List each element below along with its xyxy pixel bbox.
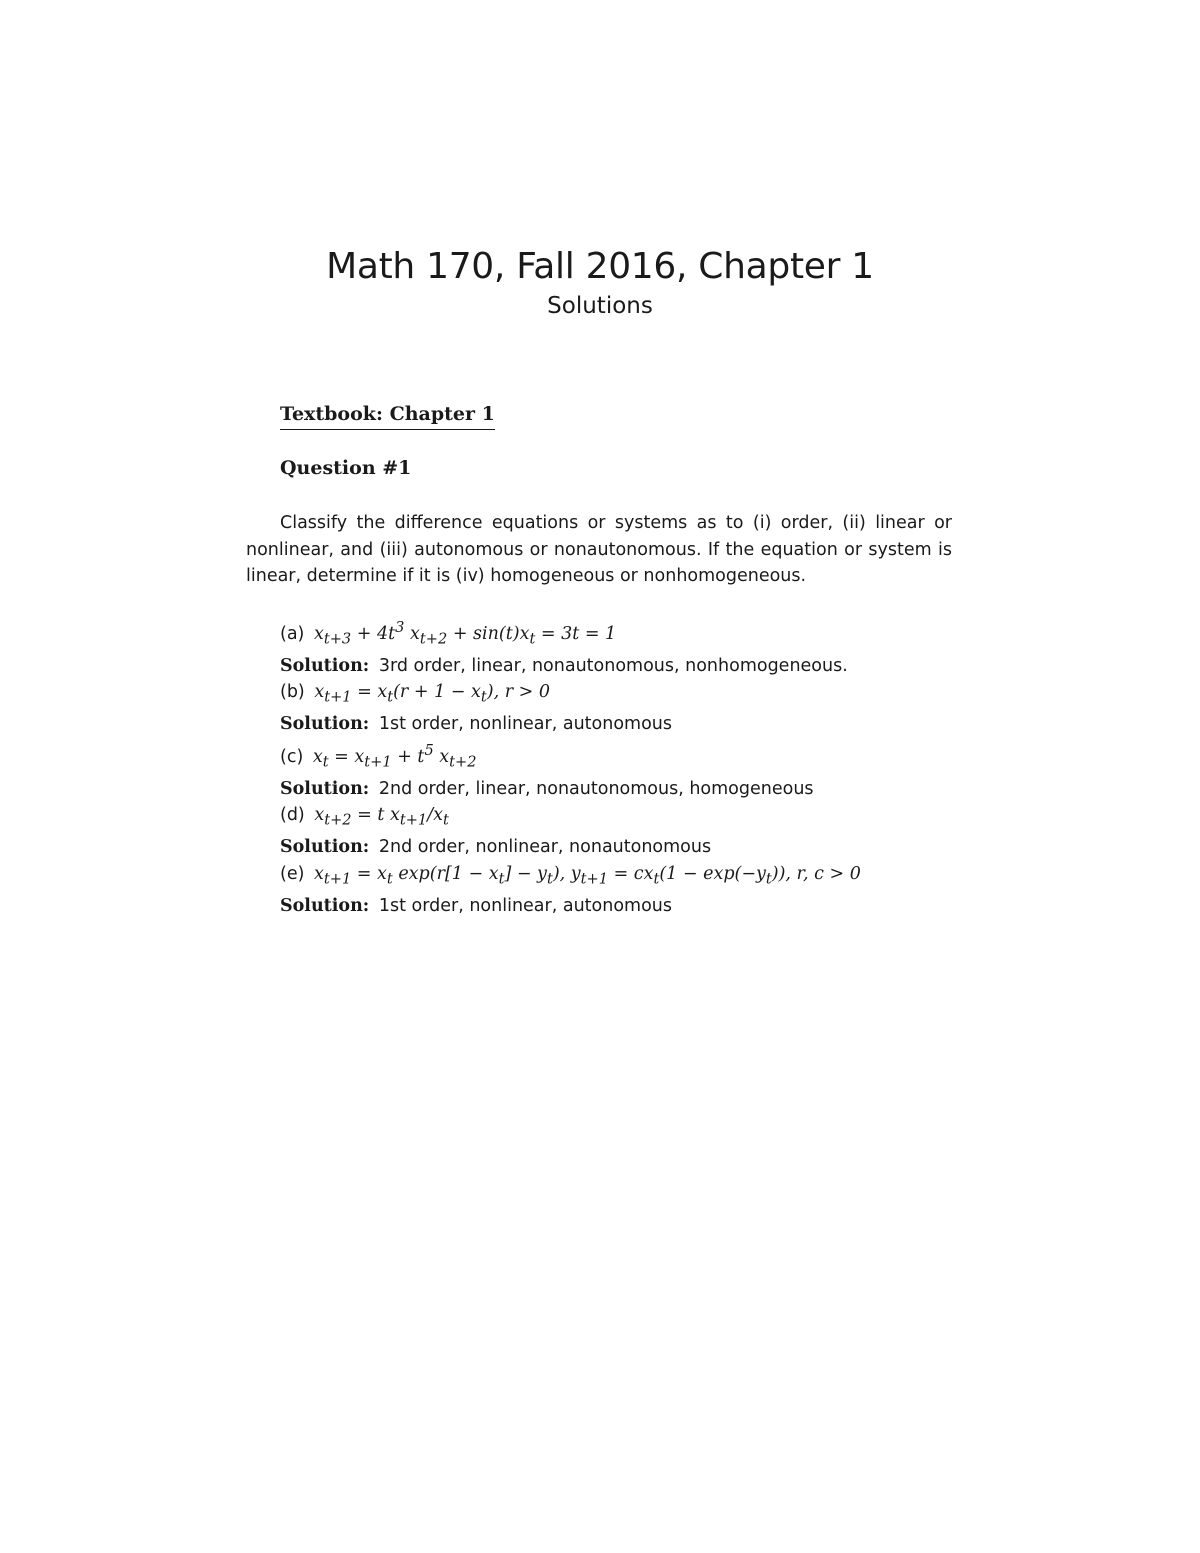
item-label: (d)	[280, 805, 305, 826]
question-prompt: Classify the difference equations or systems as to (i) order, (ii) linear or nonlinear, and (iii) autonomous or nonautonomous. If the equation or system is linear, determine if it is (iv) homogeneous or nonhomogeneous.	[246, 513, 952, 586]
solution-label: Solution:	[280, 714, 370, 735]
item-b	[280, 679, 940, 738]
solution-line	[280, 653, 940, 680]
question-heading: Question #1	[280, 457, 412, 479]
solution-label: Solution:	[280, 837, 370, 858]
solution-line	[280, 893, 940, 920]
item-label: (a)	[280, 623, 305, 644]
equation-line	[280, 802, 940, 834]
page-subtitle: Solutions	[547, 293, 653, 319]
solution-text: 1st order, nonlinear, autonomous	[378, 895, 672, 916]
equation: $x_{t+1} = x_t$ $\exp(r[1 - x_t] - y_t)$, $y_{t+1} = cx_t(1 - \exp(-y_t))$, r, c > 0	[314, 863, 861, 888]
solution-line	[280, 711, 940, 738]
section-heading: Textbook: Chapter 1	[280, 403, 495, 430]
item-label: (e)	[280, 863, 305, 884]
solution-text: 2nd order, nonlinear, nonautonomous	[378, 837, 712, 858]
equation-line	[280, 615, 940, 653]
item-c	[280, 738, 940, 802]
equation: $x_{t+2} = t$ $x_{t+1}/x_t$	[314, 805, 449, 829]
item-e	[280, 861, 940, 920]
equation-line	[280, 861, 940, 893]
equation: $x_{t+1} = x_t(r + 1 - x_t)$, r > 0	[314, 682, 550, 706]
solution-line	[280, 776, 940, 803]
solution-label: Solution:	[280, 778, 370, 799]
item-label: (c)	[280, 746, 304, 767]
item-d	[280, 802, 940, 861]
solution-text: 1st order, nonlinear, autonomous	[378, 714, 672, 735]
solution-label: Solution:	[280, 895, 370, 916]
item-label: (b)	[280, 682, 305, 703]
item-list	[280, 615, 940, 919]
solution-text: 3rd order, linear, nonautonomous, nonhomogeneous.	[378, 655, 848, 676]
solution-line	[280, 834, 940, 861]
equation-line	[280, 738, 940, 776]
equation-line	[280, 679, 940, 711]
item-a	[280, 615, 940, 679]
solution-text: 2nd order, linear, nonautonomous, homogeneous	[378, 778, 814, 799]
equation: $x_{t+3} + 4t^3$ $x_{t+2} + \sin(t)x_t = 3t = 1$	[313, 619, 617, 648]
solution-label: Solution:	[280, 655, 370, 676]
page-title: Math 170, Fall 2016, Chapter 1	[326, 246, 874, 287]
equation: $x_t = x_{t+1} + t^5$ $x_{t+2}$	[312, 741, 477, 771]
